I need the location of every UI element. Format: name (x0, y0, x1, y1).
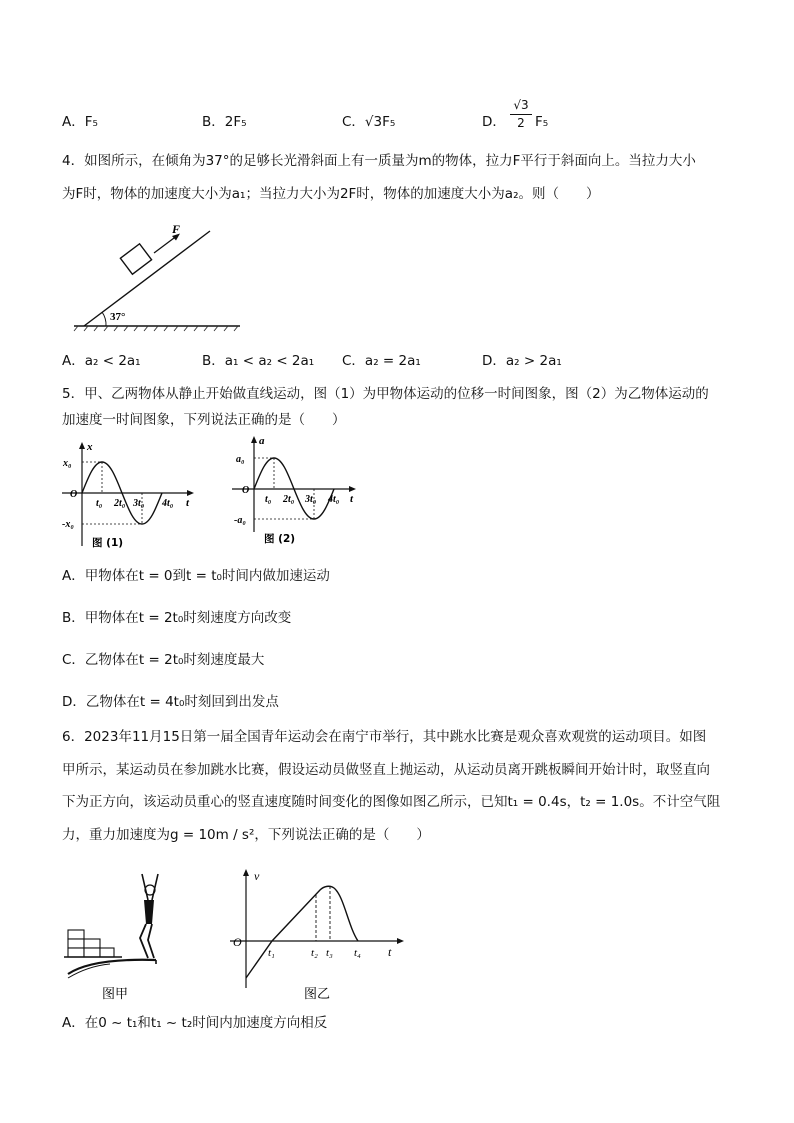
block (120, 244, 151, 274)
q3-option-d-denominator: 2 (517, 116, 525, 130)
q4-option-b: B．a₁ < a₂ < 2a₁ (202, 353, 315, 369)
fig1-ymax-label: x₀ (63, 458, 72, 469)
q6-stem-line-3: 下为正方向，该运动员重心的竖直速度随时间变化的图像如图乙所示，已知t₁ = 0.4s，t₂ = 1.0s。不计空气阻 (62, 794, 721, 810)
q6-option-a: A．在0 ~ t₁和t₁ ~ t₂时间内加速度方向相反 (62, 1015, 328, 1031)
q4-option-c: C．a₂ = 2a₁ (342, 353, 421, 369)
q5-figure-2 (232, 432, 372, 544)
incline-surface (84, 231, 210, 326)
fig-yi-origin-label: O (233, 935, 242, 949)
fig2-tick-3t0: 3t₀ (305, 494, 317, 505)
fig1-caption: 图 (1) (92, 537, 124, 549)
fig1-origin-label: O (70, 489, 78, 500)
q4-option-a: A．a₂ < 2a₁ (62, 353, 141, 369)
fig-yi-tick-t2: t₂ (311, 947, 318, 959)
q4-option-d: D．a₂ > 2a₁ (482, 353, 562, 369)
q3-option-d-fraction (510, 97, 532, 132)
q3-option-d-symbol: F₅ (535, 114, 549, 130)
q3-option-c: C．√3F₅ (342, 114, 396, 130)
fig2-caption: 图 (2) (264, 533, 296, 545)
q6-stem-line-4: 力，重力加速度为g = 10m / s²，下列说法正确的是（ ） (62, 827, 430, 843)
q3-option-d-prefix: D． (482, 114, 506, 130)
fig1-tick-3t0: 3t₀ (133, 498, 145, 509)
q3-option-a: A．F₅ (62, 114, 98, 130)
velocity-curve (246, 886, 358, 978)
fig2-tick-t0: t₀ (265, 494, 272, 505)
fig1-ymin-label: -x₀ (62, 519, 74, 530)
fig1-tick-4t0: 4t₀ (162, 498, 174, 509)
fig2-origin-label: O (242, 485, 250, 496)
q4-incline-figure (72, 218, 252, 333)
fig1-y-axis-label: x (87, 441, 93, 453)
fig1-x-axis-label: t (186, 497, 190, 509)
figure-yi-caption: 图乙 (304, 987, 331, 1002)
fig-yi-y-axis-label: v (254, 869, 260, 883)
fig1-tick-t0: t₀ (96, 498, 103, 509)
figure-jia-caption: 图甲 (102, 987, 129, 1002)
q5-option-c: C．乙物体在t = 2t₀时刻速度最大 (62, 652, 265, 668)
fig2-ymax-label: a₀ (236, 454, 245, 465)
q4-stem-line-1: 4．如图所示，在倾角为37°的足够长光滑斜面上有一质量为m的物体，拉力F平行于斜面向上。当拉力大小 (62, 153, 696, 169)
fig2-tick-2t0: 2t₀ (283, 494, 295, 505)
q6-stem-line-1: 6．2023年11月15日第一届全国青年运动会在南宁市举行，其中跳水比赛是观众喜欢观赏的运动项目。如图 (62, 729, 707, 745)
q3-option-b: B．2F₅ (202, 114, 247, 130)
q6-figure-jia (62, 866, 172, 1006)
q5-stem-line-1: 5．甲、乙两物体从静止开始做直线运动，图（1）为甲物体运动的位移一时间图象，图（2）为乙物体运动的 (62, 386, 709, 402)
fig-yi-tick-t4: t₄ (354, 947, 361, 959)
q4-stem-line-2: 为F时，物体的加速度大小为a₁；当拉力大小为2F时，物体的加速度大小为a₂。则（ ） (62, 186, 600, 202)
q5-option-d: D．乙物体在t = 4t₀时刻回到出发点 (62, 694, 279, 710)
q5-stem-line-2: 加速度一时间图象，下列说法正确的是（ ） (62, 412, 346, 428)
diver (140, 874, 158, 958)
q6-stem-line-2: 甲所示，某运动员在参加跳水比赛，假设运动员做竖直上抛运动，从运动员离开跳板瞬间开始计时，取竖直向 (62, 762, 710, 778)
fig2-tick-4t0: 4t₀ (328, 494, 340, 505)
q6-figure-yi (228, 866, 408, 1006)
q5-option-a: A．甲物体在t = 0到t = t₀时间内做加速运动 (62, 568, 330, 584)
fig-yi-tick-t1: t₁ (268, 947, 275, 959)
angle-label: 37° (110, 311, 126, 323)
fig-yi-x-axis-label: t (388, 945, 392, 959)
fig2-ymin-label: -a₀ (234, 515, 246, 526)
force-label: F (172, 222, 181, 236)
q3-option-d-numerator: √3 (513, 98, 529, 112)
fig1-tick-2t0: 2t₀ (114, 498, 126, 509)
fig-yi-tick-t3: t₃ (326, 947, 333, 959)
fig2-y-axis-label: a (259, 435, 265, 447)
q5-option-b: B．甲物体在t = 2t₀时刻速度方向改变 (62, 610, 292, 626)
fig2-x-axis-label: t (350, 493, 354, 505)
q5-figure-1 (62, 438, 202, 550)
